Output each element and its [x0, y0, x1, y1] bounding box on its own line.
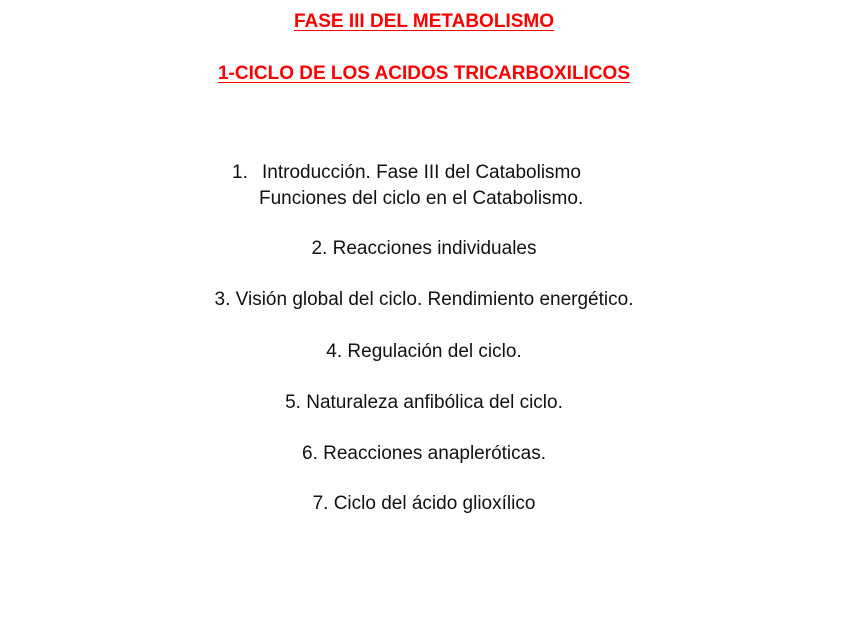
page-title: FASE III DEL METABOLISMO [293, 11, 555, 32]
outline-item-4: 4. Regulación del ciclo. [326, 341, 522, 362]
outline-item-1 [232, 162, 581, 184]
page-subtitle: 1-CICLO DE LOS ACIDOS TRICARBOXILICOS [217, 63, 631, 84]
outline-item-1-line2: Funciones del ciclo en el Catabolismo. [259, 188, 584, 209]
outline-item-5: 5. Naturaleza anfibólica del ciclo. [285, 392, 563, 413]
outline-item-2: 2. Reacciones individuales [311, 238, 537, 259]
outline-item-6: 6. Reacciones anapleróticas. [302, 443, 546, 464]
outline-item-7: 7. Ciclo del ácido glioxílico [312, 493, 536, 514]
outline-item-3: 3. Visión global del ciclo. Rendimiento energético. [214, 289, 634, 310]
outline-item-1-line1: Introducción. Fase III del Catabolismo [262, 162, 581, 183]
outline-item-1-number: 1. [232, 162, 248, 183]
